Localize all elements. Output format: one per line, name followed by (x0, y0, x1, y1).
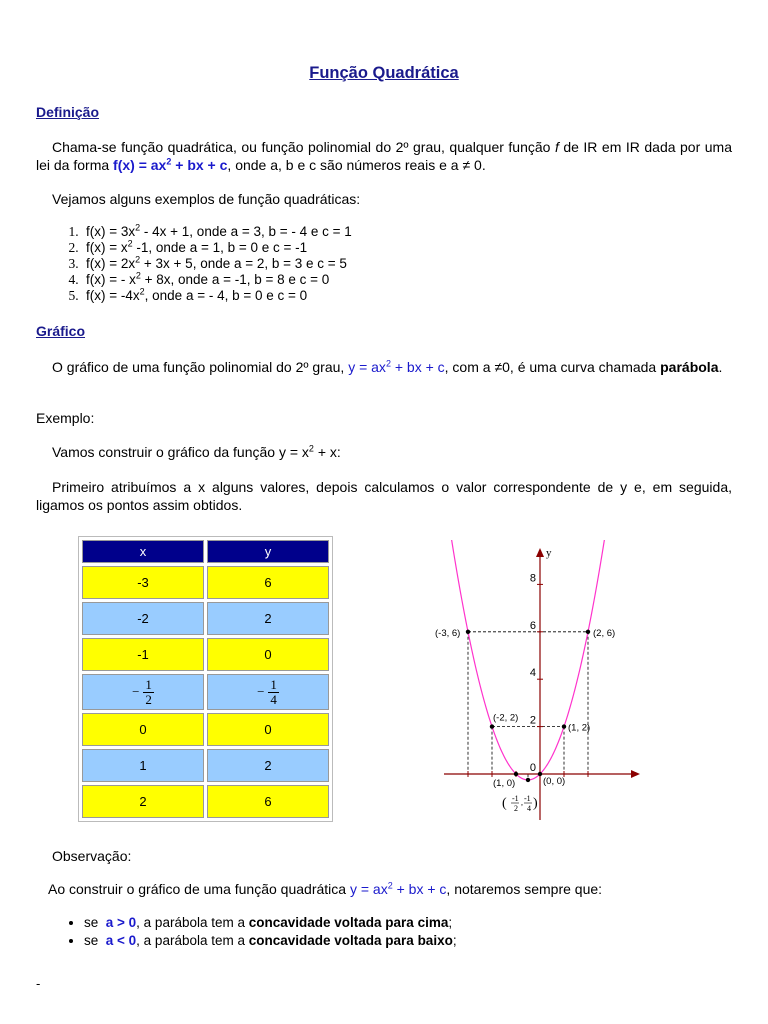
vertex-label-num: -1 (524, 794, 531, 803)
point-label: (1, 0) (493, 778, 516, 789)
vertex-label-paren: ) (533, 796, 538, 811)
example-item: 1. $f(x) = 3x^2 - 4x + 1$, onde a = 3, b = - 4 e c = 1 (82, 224, 352, 240)
text: , onde a, b e c são números reais e a (227, 157, 463, 173)
cell-y: 0 (207, 638, 329, 671)
data-point (466, 630, 470, 634)
fraction: − $\frac{1}{2}$ (132, 676, 152, 707)
observation-item: • se a < 0, a parábola tem a concavidade voltada para baixo; (84, 932, 457, 950)
parabola-graph (430, 540, 645, 822)
cell-x: 0 (82, 713, 204, 746)
vertex-label-sep: , (521, 798, 523, 807)
cell-y: 2 (207, 749, 329, 782)
formula: $y = ax^2$ + bx + c (349, 880, 447, 897)
definition-paragraph (36, 138, 732, 174)
cell-y: 6 (207, 566, 329, 599)
observation-heading: Observação: (52, 848, 132, 864)
table-row (82, 602, 329, 635)
vertex-label-num: -1 (512, 794, 519, 803)
observation-list (52, 914, 457, 950)
table-row (82, 749, 329, 782)
construct-paragraph: Vamos construir o gráfico da função $y = x^2 + x$: (52, 443, 341, 460)
fraction: − $\frac{1}{4}$ (257, 676, 277, 707)
cell-y: 0 (207, 713, 329, 746)
text: 0. (470, 157, 486, 173)
data-point (514, 772, 518, 776)
text: de IR em IR dada por uma lei da forma (36, 139, 732, 173)
cell-x: 2 (82, 785, 204, 818)
example-item: 5. $f(x) = -4x^2$, onde a = - 4, b = 0 e c = 0 (82, 288, 352, 304)
data-point (490, 724, 494, 728)
table-row (82, 638, 329, 671)
formula: $f(x) = ax^2$ + bx + c (113, 156, 228, 173)
point-label: (0, 0) (543, 776, 566, 787)
parabola-curve (451, 540, 605, 780)
y-axis-label: y (546, 547, 552, 559)
table-row (82, 566, 329, 599)
example-item: 2. $f(x) = x^2$ -1, onde a = 1, b = 0 e c = -1 (82, 240, 352, 256)
table-row (82, 674, 329, 710)
vertex-label-paren: ( (502, 796, 507, 811)
data-point (586, 630, 590, 634)
point-label: (2, 6) (593, 627, 616, 639)
text-f: f (554, 139, 559, 155)
procedure-paragraph: Primeiro atribuímos a x alguns valores, depois calculamos o valor correspondente de y e, em seguida, ligamos os pontos assim obtidos. (36, 479, 732, 513)
examples-list (36, 224, 352, 304)
cell-y (207, 674, 329, 710)
term-parabola: parábola (660, 359, 719, 375)
values-table (78, 536, 333, 822)
data-point (562, 724, 566, 728)
column-header-y: y (207, 540, 329, 563)
cell-x: 1 (82, 749, 204, 782)
examples-intro: Vejamos alguns exemplos de função quadráticas: (52, 191, 361, 207)
neq-symbol: ≠ (462, 157, 471, 173)
observation-item: • se a > 0, a parábola tem a concavidade voltada para cima; (84, 914, 457, 932)
graph-paragraph: O gráfico de uma função polinomial do 2º grau, $y = ax^2$ + bx + c, com a ≠0, é uma curva chamada parábola. (52, 358, 723, 375)
y-tick-label: 4 (529, 667, 536, 680)
point-label: (-2, 2) (493, 712, 519, 724)
text: Chama-se função quadrática, ou função polinomial do 2º grau, qualquer função (52, 139, 555, 155)
footer-mark: - (36, 976, 41, 991)
neq-symbol: ≠ (494, 359, 503, 375)
table-row (82, 785, 329, 818)
cell-y: 6 (207, 785, 329, 818)
cell-x: -2 (82, 602, 204, 635)
cell-y: 2 (207, 602, 329, 635)
cell-x: -3 (82, 566, 204, 599)
formula: $y = ax^2$ + bx + c (348, 358, 445, 375)
y-tick-label: 6 (529, 619, 536, 632)
x-axis-arrow (631, 770, 640, 778)
point-label: (1, 2) (568, 722, 591, 734)
y-tick-label: 8 (529, 572, 536, 585)
column-header-x: x (82, 540, 204, 563)
cell-x: -1 (82, 638, 204, 671)
vertex-label-den: 4 (527, 804, 531, 813)
point-label: (-3, 6) (435, 627, 461, 639)
example-label: Exemplo: (36, 410, 95, 426)
table-row (82, 713, 329, 746)
example-item: 3. $f(x) = 2x^2 + 3x + 5$, onde a = 2, b = 3 e c = 5 (82, 256, 352, 272)
graph-heading: Gráfico (36, 323, 86, 339)
page-title: Função Quadrática (309, 64, 459, 82)
observation-paragraph: Ao construir o gráfico de uma função quadrática $y = ax^2$ + bx + c, notaremos sempre que: (48, 880, 603, 897)
cell-x (82, 674, 204, 710)
y-axis-arrow (536, 548, 544, 557)
data-point (526, 778, 530, 782)
vertex-label-den: 2 (514, 804, 518, 813)
y-tick-label: 0 (529, 762, 536, 774)
data-point (538, 772, 542, 776)
example-item: 4. f(x) = - $x^2 + 8x$, onde a = -1, b = 8 e c = 0 (82, 272, 352, 288)
y-tick-label: 2 (529, 714, 536, 727)
definition-heading: Definição (36, 104, 100, 120)
